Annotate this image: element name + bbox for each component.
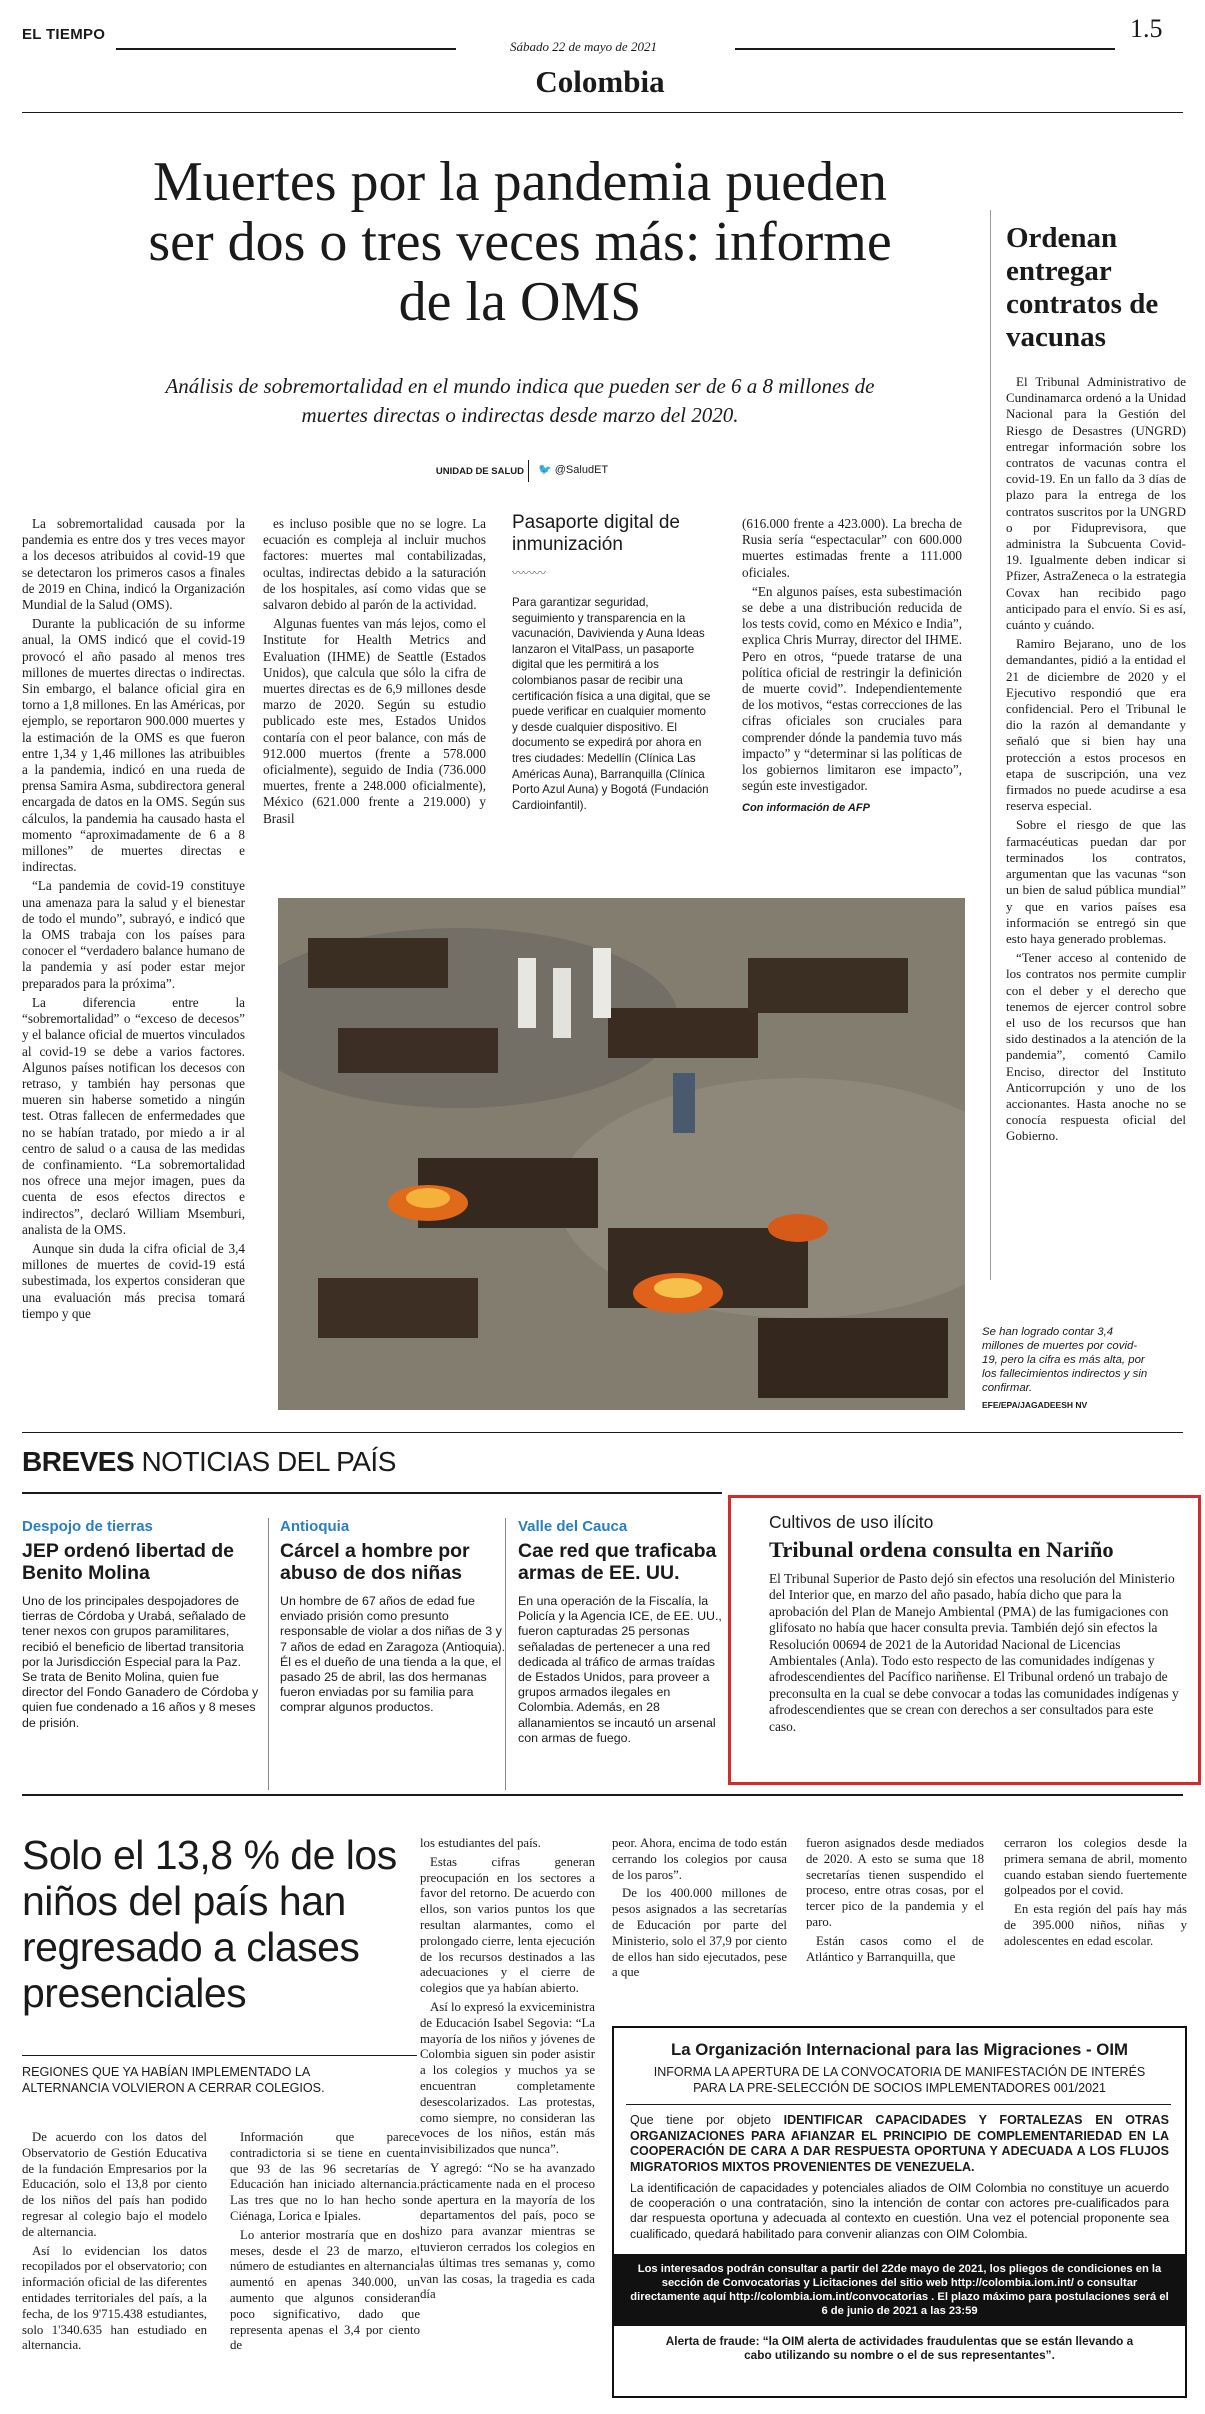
section-title: Colombia xyxy=(535,64,665,99)
second-paragraph: Información que parece contradictoria si se tiene en cuenta que 93 de las 96 secretarías de Educación han iniciado alternancia. Las tres que no lo han hecho son Ciénaga, Lorica e Ipiales. xyxy=(230,2130,420,2223)
twitter-handle-text: @SaludET xyxy=(554,464,609,476)
lead-paragraph: Aunque sin duda la cifra oficial de 3,4 millones de muertes de covid-19 está subestimada, los expertos consideran que una evaluación más precisa tomará tiempo y que xyxy=(22,1240,245,1321)
oim-ad-alert: Alerta de fraude: “la OIM alerta de actividades fraudulentas que se están llevando a cabo utilizando su nombre o el de sus representantes”. xyxy=(665,2333,1134,2363)
breves-title-bold: BREVES xyxy=(22,1446,135,1477)
lead-column-4 xyxy=(742,516,962,820)
boxed-brief-text: El Tribunal Superior de Pasto dejó sin efectos una resolución del Ministerio del Interior que, en marzo del año pasado, había dicho que para la aprobación del Plan de Manejo Ambiental (PMA) de las fumigaciones con glifosato no había que hacer consulta previa. También dejó sin efectos la Resolución 00694 de 2021 de la Autoridad Nacional de Licencias Ambientales (Anla). Todo esto respecto de las comunidades indígenas y afrodescendientes del Pacífico nariñense. El Tribunal ordenó un trabajo de preconsulta en la cual se debe convocar a todas las comunidades indígenas y afrodescendientes que se crean con derechos a ser consultados para este caso. xyxy=(769,1571,1179,1734)
brief-kicker: Despojo de tierras xyxy=(22,1518,153,1535)
second-column-4 xyxy=(612,1836,787,1984)
lead-column-2 xyxy=(263,516,486,830)
sidebar-text: Para garantizar seguridad, seguimiento y transparencia en la vacunación, Davivienda y Auna Ideas lanzaron el VitalPass, un pasaporte digital que les permitirá a los colombianos pasar de recibir una certificación física a una digital, que se puede verificar en cualquier momento y desde cualquier dispositivo. El documento se expedirá por ahora en tres ciudades: Medellín (Clínica Las Américas Auna), Barranquilla (Clínica Porto Azul Auna) y Bogotá (Fundación Cardioinfantil). xyxy=(512,596,711,812)
issue-date: Sábado 22 de mayo de 2021 xyxy=(510,39,657,54)
brief-item xyxy=(22,1518,259,1731)
lead-paragraph: La sobremortalidad causada por la pandemia es entre dos y tres veces mayor a los decesos atribuidos al covid-19 que se detectaron los primeros casos a finales de 2019 en China, indicó la Organización Mundial de la Salud (OMS). xyxy=(22,516,245,613)
brief-divider xyxy=(505,1518,506,1790)
right-paragraph: El Tribunal Administrativo de Cundinamarca ordenó a la Unidad Nacional para la Gestión del Riesgo de Desastres (UNGRD) entregar información sobre los contratos de vacunas contra el covid-19. En un fallo da 3 días de plazo para la entrega de los contratos suscritos por la UNGRD o por Fiduprevisora, que administra la Subcuenta Covid-19. Igualmente deben indicar si Pfizer, AstraZeneca o la estrategia Covax han recibido pago anticipado para el envío. Si es así, cuánto y cuándo. xyxy=(1006,374,1186,633)
oim-ad-subtitle: INFORMA LA APERTURA DE LA CONVOCATORIA DE MANIFESTACIÓN DE INTERÉS PARA LA PRE-SELECCIÓN DE SOCIOS IMPLEMENTADORES 001/2021 xyxy=(653,2065,1146,2095)
twitter-bird-icon: 🐦 xyxy=(538,464,552,476)
second-paragraph: Lo anterior mostraría que en dos meses, desde el 23 de marzo, el número de estudiantes en alternancia aumentó en apenas 340.000, un aumento que algunos consideran poco significativo, dado que representa apenas el 3,4 por ciento de xyxy=(230,2227,420,2353)
right-column-divider xyxy=(990,210,991,1280)
breves-bottom-rule xyxy=(22,1794,1183,1796)
right-paragraph: Ramiro Bejarano, uno de los demandantes, pidió a la entidad el 21 de diciembre de 2020 y el Ejecutivo respondió que era confidencial. Pero el Tribunal le dio la razón al demandante y señaló que si bien hay una protección a estos procesos en etapa de suscripción, una vez firmados no puede acudirse a esa reserva especial. xyxy=(1006,636,1186,814)
breves-top-rule xyxy=(22,1432,1183,1433)
breves-title-rest: NOTICIAS DEL PAÍS xyxy=(141,1446,396,1477)
right-paragraph: “Tener acceso al contenido de los contratos nos permite cumplir con el deber y el derecho que tenemos de ejercer control sobre el uso de los recursos que han sido destinados a la atención de la pandemia”, comentó Camilo Enciso, director del Instituto Anticorrupción y uno de los accionantes. Hasta anoche no se conocía respuesta oficial del Gobierno. xyxy=(1006,950,1186,1144)
brief-text: En una operación de la Fiscalía, la Policía y la Agencia ICE, de EE. UU., fueron capturadas 25 personas señaladas de pertenecer a una red dedicada al tráfico de armas traídas de Estados Unidos, para proveer a grupos armados ilegales en Colombia. Además, en 28 allanamientos se incautó un arsenal con armas de fuego. xyxy=(518,1594,722,1745)
second-column-1 xyxy=(22,2130,207,2357)
sidebar-title: Pasaporte digital de inmunización xyxy=(512,512,680,555)
second-paragraph: Y agregó: “No se ha avanzado prácticamente nada en el proceso de apertura en la mayoría de los departamentos del país, poco se hizo para avanzar mientras se tuvieron cerrados los colegios en las últimas tres semanas y, como van las cosas, la tragedia es cada día xyxy=(420,2160,595,2302)
masthead-bottom-rule xyxy=(22,112,1183,113)
lead-paragraph: “La pandemia de covid-19 constituye una amenaza para la salud y el bienestar de todo el mundo”, subrayó, e indicó que la OMS trabaja con los países para conocer el “verdadero balance humano de la pandemia y así poder estar mejor preparados para la próxima”. xyxy=(22,878,245,991)
second-paragraph: los estudiantes del país. xyxy=(420,1836,541,1850)
oim-ad-objective-lead: Que tiene por objeto xyxy=(630,2113,771,2127)
second-paragraph: Están casos como el de Atlántico y Barranquilla, que xyxy=(806,1933,984,1964)
byline: UNIDAD DE SALUD xyxy=(435,466,524,477)
paper-name: EL TIEMPO xyxy=(22,26,106,43)
second-headline: Solo el 13,8 % de los niños del país han regresado a clases presenciales xyxy=(22,1832,397,2016)
second-paragraph: Así lo evidencian los datos recopilados por el observatorio; con información oficial de las diferentes entidades territoriales del país, a la fecha, de los 9'715.438 estudiantes, solo 1'340.635 han estudiado en alternancia. xyxy=(22,2243,207,2353)
summary-rule xyxy=(22,2055,417,2056)
second-paragraph: De los 400.000 millones de pesos asignados a las secretarías de Educación por parte del Ministerio, solo el 37,9 por ciento de ellos han sido ejecutados, pese a que xyxy=(612,1886,787,1980)
lead-deck: Análisis de sobremortalidad en el mundo indica que pueden ser de 6 a 8 millones de muertes directas o indirectas desde marzo del 2020. xyxy=(165,374,875,427)
photo-caption: Se han logrado contar 3,4 millones de muertes por covid-19, pero la cifra es más alta, por los fallecimientos indirectos y sin confirmar. xyxy=(982,1326,1148,1394)
lead-paragraph: “En algunos países, esta subestimación se debe a una distribución reducida de los tests covid, como en México e India”, explica Chris Murray, director del IHME. Pero en otros, “puede tratarse de una política oficial de restringir la definición de muerte covid”. Independientemente de los motivos, “estas correcciones de las cifras oficiales son cruciales para comprender dónde la pandemia tuvo más impacto” y “determinar si las políticas de los gobiernos limitaron ese impacto”, según este investigador. xyxy=(742,583,962,794)
second-column-5 xyxy=(806,1836,984,1968)
brief-headline: Cárcel a hombre por abuso de dos niñas xyxy=(280,1540,470,1584)
oim-ad-objective-text: IDENTIFICAR CAPACIDADES Y FORTALEZAS EN OTRAS ORGANIZACIONES PARA AFIANZAR EL PRINCIPIO DE COMPLEMENTARIEDAD EN LA COOPERACIÓN DE CARA A DAR RESPUESTA OPORTUNA Y ADECUADA A LOS FLUJOS MIGRATORIOS MIXTOS PROVENIENTES DE VENEZUELA. xyxy=(630,2113,1169,2174)
oim-ad-title: La Organización Internacional para las Migraciones - OIM xyxy=(671,2040,1128,2059)
brief-item xyxy=(280,1518,510,1716)
second-paragraph: Estas cifras generan preocupación en los sectores a favor del retorno. De acuerdo con ellos, son varios puntos los que resultan alarmantes, como el prolongado cierre, lenta ejecución de los recursos destinados a las adecuaciones y el cierre de colegios que ya habían abierto. xyxy=(420,1854,595,1996)
second-paragraph: De acuerdo con los datos del Observatorio de Gestión Educativa de la fundación Empresarios por la Educación, solo el 13,8 por ciento de los niños del país han podido regresar al colegio bajo el modelo de alternancia. xyxy=(22,2130,207,2239)
lead-paragraph: es incluso posible que no se logre. La ecuación es compleja al incluir muchos factores: muertes mal contabilizadas, ocultas, indirectas debido a la saturación de los hospitales, así como vidas que se salvaron debido al parón de la actividad. xyxy=(263,516,486,613)
oim-ad xyxy=(612,2026,1187,2398)
breves-title xyxy=(22,1446,396,1478)
brief-text: Un hombre de 67 años de edad fue enviado prisión como presunto responsable de violar a dos niñas de 3 y 7 años de edad en Zaragoza (Antioquia). Él es el dueño de una tienda a la que, el pasado 25 de abril, las dos hermanas fueron enviadas por su familia para comprar algunos productos. xyxy=(280,1594,506,1715)
second-summary: REGIONES QUE YA HABÍAN IMPLEMENTADO LA ALTERNANCIA VOLVIERON A CERRAR COLEGIOS. xyxy=(22,2065,325,2095)
brief-item xyxy=(518,1518,726,1746)
breves-rule xyxy=(22,1492,722,1494)
lead-paragraph: Durante la publicación de su informe anual, la OMS indicó que el covid-19 provocó el año pasado al menos tres millones de muertes directas o indirectas. Sin embargo, el balance oficial gira en torno a 1,8 millones. En las Américas, por ejemplo, se reportaron 900.000 muertes y la estimación de la OMS es que fueron entre 1,34 y 1,46 millones las atribuibles a la pandemia, indicó en una rueda de prensa Samira Asma, subdirectora general encargada de datos en la OMS. Según sus cálculos, la pandemia ha causado hasta el momento “aproximadamente de 6 a 8 millones” de muertes directas e indirectas. xyxy=(22,616,245,875)
oim-ad-objective xyxy=(630,2113,1169,2175)
boxed-brief xyxy=(728,1495,1201,1785)
boxed-brief-kicker: Cultivos de uso ilícito xyxy=(769,1512,934,1532)
page-number: 1.5 xyxy=(1130,14,1163,43)
lead-paragraph: (616.000 frente a 423.000). La brecha de Rusia sería “espectacular” con 600.000 muertes estimadas frente a 111.000 oficiales. xyxy=(742,516,962,580)
second-paragraph: cerraron los colegios desde la primera semana de abril, momento cuando estaban siendo fuertemente golpeados por el covid. xyxy=(1004,1836,1187,1898)
twitter-handle xyxy=(538,463,608,476)
oim-ad-body: La identificación de capacidades y potenciales aliados de OIM Colombia no constituye un acuerdo de cooperación o una contratación, sino la intención de contar con actores pre-cualificados para dar respuesta oportuna y adecuada al contexto en cuestión. Una vez el potencial proponente sea cualificado, quedará habilitado para convenir alianzas con OIM Colombia. xyxy=(630,2181,1169,2241)
oim-ad-rule xyxy=(626,2104,1171,2105)
second-paragraph: Así lo expresó la exviceministra de Educación Isabel Segovia: “La mayoría de los niños y jóvenes de Colombia siguen sin poder asistir a los colegios y muchos ya se encuentran completamente desescolarizados. Las protestas, como siempre, no consideran las voces de los niños, están más invisibilizados que nunca”. xyxy=(420,1999,595,2157)
second-paragraph: fueron asignados desde mediados de 2020. A esto se suma que 18 secretarías tienen suspendido el proceso, entre otras cosas, por el tercer pico de la pandemia y el paro. xyxy=(806,1836,984,1929)
brief-kicker: Antioquia xyxy=(280,1518,350,1535)
brief-text: Uno de los principales despojadores de tierras de Córdoba y Urabá, señalado de tener nexos con grupos paramilitares, recibió el beneficio de libertad transitoria por la Jurisdicción Especial para la Paz. Se trata de Benito Molina, quien fue director del Fondo Ganadero de Córdoba y quien fue condenado a 16 años y 8 meses de prisión. xyxy=(22,1594,259,1730)
second-paragraph: En esta región del país hay más de 395.000 niños, niñas y adolescentes en edad escolar. xyxy=(1004,1902,1187,1948)
lead-credit: Con información de AFP xyxy=(742,802,870,815)
cremation-photo xyxy=(278,898,965,1410)
brief-kicker: Valle del Cauca xyxy=(518,1518,628,1535)
masthead-rule-right xyxy=(735,48,1115,50)
brief-divider xyxy=(268,1518,269,1790)
masthead-rule-left xyxy=(116,48,456,50)
brief-headline: JEP ordenó libertad de Benito Molina xyxy=(22,1540,235,1584)
second-column-3 xyxy=(420,1836,595,2306)
brief-headline: Cae red que traficaba armas de EE. UU. xyxy=(518,1540,717,1584)
sidebar-box xyxy=(512,512,712,813)
lead-paragraph: La diferencia entre la “sobremortalidad” o “exceso de decesos” y el balance oficial de muertos vinculados al covid-19 se debe a varios factores. Algunos países notifican los decesos con retraso, y también hay personas que mueren sin haberse sometido a ningún test. Otras fallecen de enfermedades que no se habían tratado, por miedo a ir al centro de salud o a causa de las medidas de confinamiento. “La sobremortalidad nos ofrece una mejor imagen, pues da cuenta de esos efectos directos e indirectos”, declaró William Msemburi, analista de la OMS. xyxy=(22,994,245,1237)
photo-credit: EFE/EPA/JAGADEESH NV xyxy=(982,1400,1088,1410)
second-column-6 xyxy=(1004,1836,1187,1953)
oim-ad-footer: Los interesados podrán consultar a partir del 22de mayo de 2021, los pliegos de condiciones en la sección de Convocatorias y Licitaciones del sitio web http://colombia.iom.int/ o consultar directamente aquí http://colombia.iom.int/convocatorias . El plazo máximo para postulaciones será el 6 de junio de 2021 a las 23:59 xyxy=(614,2254,1185,2326)
byline-divider xyxy=(528,460,529,482)
right-paragraph: Sobre el riesgo de que las farmacéuticas puedan dar por terminados los contratos, argumentan que las vacunas “son un bien de salud pública mundial” y que en varios países esa información se entregó sin que esto haya generado problemas. xyxy=(1006,817,1186,946)
right-story xyxy=(1006,374,1186,1148)
second-paragraph: peor. Ahora, encima de todo están cerrando los colegios por causa de los paros”. xyxy=(612,1836,787,1882)
lead-headline: Muertes por la pandemia pueden ser dos o tres veces más: informe de la OMS xyxy=(148,151,892,333)
boxed-brief-headline: Tribunal ordena consulta en Nariño xyxy=(769,1537,1114,1562)
second-column-2 xyxy=(230,2130,420,2357)
lead-paragraph: Algunas fuentes van más lejos, como el Institute for Health Metrics and Evaluation (IHME) de Seattle (Estados Unidos), que calcula que sólo la cifra de muertes directas es de 6,9 millones desde marzo de 2020. Según su estudio publicado este mes, Estados Unidos contaría con el peor balance, con más de 912.000 muertos (frente a 578.000 oficialmente), seguido de India (736.000 muertes, frente a 248.000 oficialmente), México (621.000 frente a 219.000) y Brasil xyxy=(263,616,486,826)
sidebar-ornament: 〰〰〰 xyxy=(512,566,546,580)
right-headline: Ordenan entregar contratos de vacunas xyxy=(1006,222,1159,353)
lead-column-1 xyxy=(22,516,245,1325)
